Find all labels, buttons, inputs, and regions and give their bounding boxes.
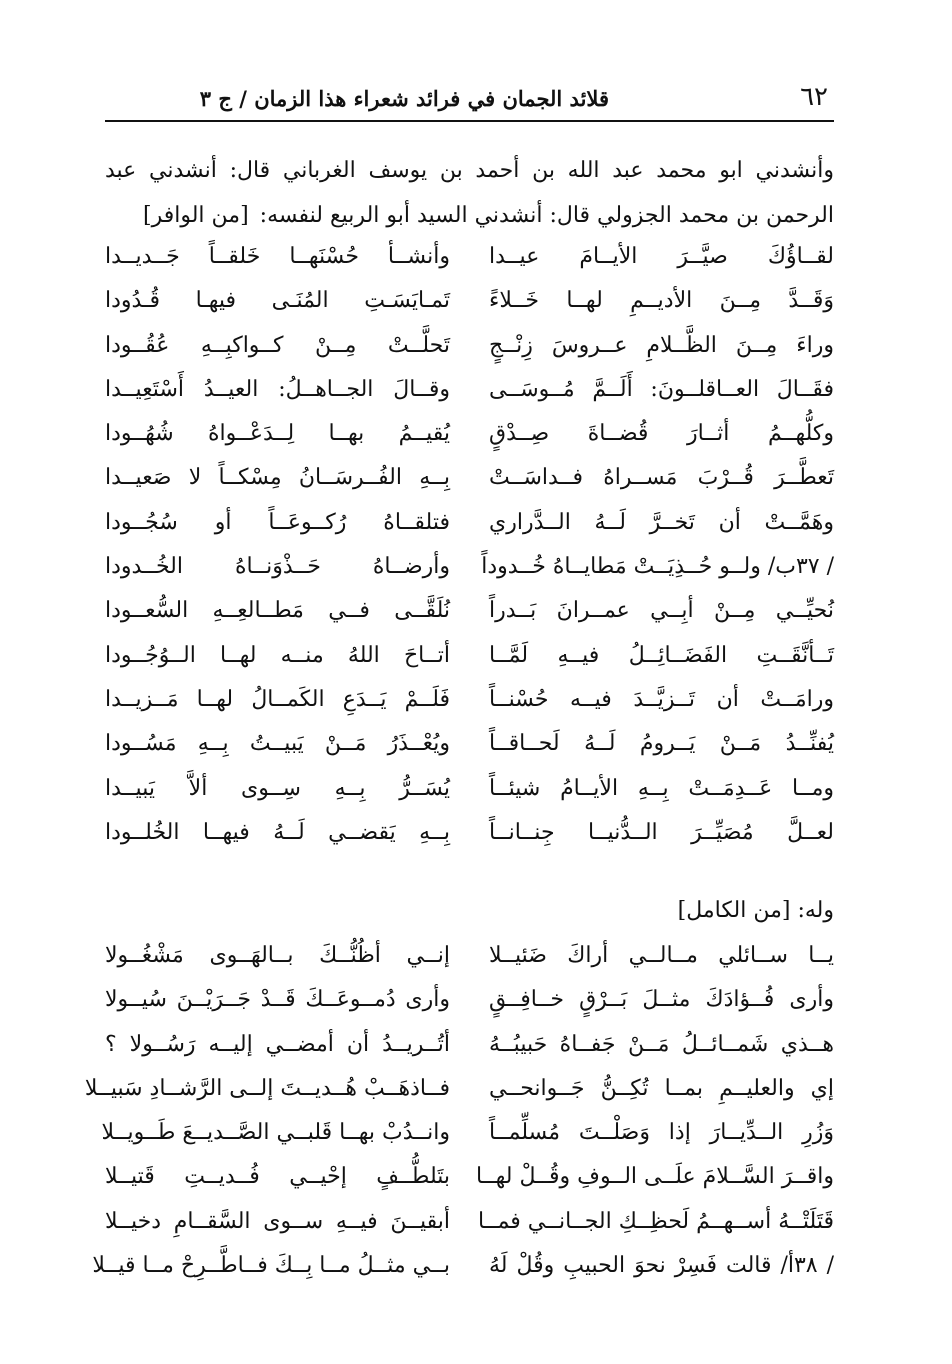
- intro-line-2-text: الرحمن بن محمد الجزولي قال: أنشدني السيد أبو الربيع لنفسه:: [259, 203, 834, 228]
- verse-second-hemistich: أتــاحَ اللهُ منــه لهــا الــوُجُــودا: [105, 642, 450, 668]
- verse: [84, 1075, 834, 1120]
- verse: [92, 1253, 834, 1297]
- poem-kamil: [84, 943, 834, 1297]
- page-header: [105, 78, 834, 122]
- verse-first-hemistich: / ٣٧ب/ ولــو حُــذِيَــتْ مَطايــاهُ خُــدوداً: [481, 554, 834, 580]
- verse-second-hemistich: نُلَقَّــى فــي مَطــالعِــهِ السُّعــودا: [105, 598, 450, 624]
- verse-first-hemistich: وكلُّهــمُ أثــارَ قُضــاةَ صِــدْقٍ: [489, 421, 834, 447]
- verse: [105, 333, 834, 377]
- verse: [105, 598, 834, 642]
- verse-first-hemistich: فقَــالَ العــاقلــونَ: أَلَــمَّ مُــوسَــى: [489, 376, 834, 402]
- verse: [105, 1164, 834, 1208]
- verse-first-hemistich: واقــرَ السَّــلامَ علَــى الــوفِ وقُــلْ لهــا: [476, 1164, 834, 1190]
- verse: [105, 776, 834, 820]
- verse-second-hemistich: فَلَــمْ يَــدَعِ الكَمــالُ لهــا مَــزيــدا: [105, 686, 450, 712]
- verse-second-hemistich: فتلقــاهُ رُكــوعَــاً أو سُجُــودا: [105, 509, 450, 535]
- verse: [101, 1120, 834, 1164]
- verse-second-hemistich: أتُــريــدُ أن أمضــي إليــه رَسُــولا ؟: [105, 1031, 450, 1057]
- verse: [105, 554, 834, 598]
- verse-first-hemistich: نُحيِّــي مِــنْ أبِــي عمــرانَ بَــدراً: [489, 598, 834, 624]
- verse-first-hemistich: لقــاؤُكَ صيَّــرَ الأيــامَ عيــدا: [489, 244, 834, 269]
- intro-line-2: [105, 203, 834, 228]
- verse: [105, 421, 834, 465]
- verse-first-hemistich: تَعطَّــرَ قُــرْبَ مَســراهُ فــداسَــتْ: [489, 465, 834, 491]
- verse-second-hemistich: يُقيــمُ بهــا لِــدَعْــواهُ شُهُــودا: [105, 421, 450, 447]
- verse-first-hemistich: إي والعليــمِ بمــا تُكِــنُّ جَــوانحــي: [489, 1075, 834, 1101]
- verse: [105, 377, 834, 421]
- verse-first-hemistich: وَزُرِ الــدِّيــارَ إذا وَصَلْــتَ مُسلِّمــاً: [489, 1120, 834, 1146]
- verse-first-hemistich: تَــأنَّقَــتِ الفَضَــائِــلُ فيــهِ لَمَّــا: [489, 642, 834, 668]
- poem-wafir: [105, 244, 834, 864]
- verse: [105, 465, 834, 509]
- verse: [105, 1032, 834, 1076]
- verse-second-hemistich: وأنشــأ حُسْنَهــا خَلقــاً جَــديــدا: [105, 244, 450, 269]
- verse-first-hemistich: وراءَ مِــنَ الظَّــلامِ عــروسَ زِنْــجٍ: [489, 332, 834, 358]
- verse: [105, 643, 834, 687]
- verse: [105, 288, 834, 332]
- verse-second-hemistich: أبقيــنَ فيــهِ ســوى السَّقــامِ دخيــلا: [105, 1208, 450, 1234]
- verse-second-hemistich: بِــهِ يَقضــي لَــهُ فيهــا الخُلــودا: [105, 819, 450, 845]
- verse-first-hemistich: / ٣٨أ/ قالت فَسِرْ نحوَ الحبيبِ وقُلْ لَهُ: [489, 1253, 834, 1279]
- verse-first-hemistich: وَقَــدَّ مِــنَ الأديــمِ لهــا خَــلاءً: [489, 288, 834, 314]
- verse: [105, 731, 834, 775]
- verse-first-hemistich: لعــلَّ مُصَيِّــرَ الــدُّنيــا جِنــانــاً: [489, 819, 834, 845]
- verse-first-hemistich: هــذي شَمــائــلُ مَــنْ جَفــاهُ حَبيبُــهُ: [489, 1031, 834, 1057]
- verse-second-hemistich: تَمـايَسَـتِ المُنَـى فيهـا قُـدُودا: [105, 288, 450, 314]
- meter-label: [من الوافر]: [143, 203, 249, 228]
- verse-second-hemistich: إنــي أظُنُّــكَ بــالهَــوى مَشْغُــولا: [105, 943, 450, 968]
- verse-second-hemistich: وأرى دُمــوعَــكَ قَــدْ جَــرَيْــنَ سُيــولا: [105, 987, 450, 1013]
- verse: [105, 820, 834, 864]
- verse-second-hemistich: يُسَــرُّ بِــهِ سِــوى ألاَّ يَبيــدا: [105, 775, 450, 801]
- verse: [105, 510, 834, 554]
- verse: [105, 987, 834, 1031]
- verse-first-hemistich: وأرى فُــؤادَكَ مثــلَ بَــرْقٍ خــافِــقٍ: [489, 987, 834, 1013]
- verse: [105, 687, 834, 731]
- verse-second-hemistich: فــاذهَــبْ هُــديــتَ إلــى الرَّشــادِ سَبيــلا: [84, 1075, 450, 1101]
- running-title: قلائد الجمان في فرائد شعراء هذا الزمان / ج ٣: [199, 86, 609, 111]
- verse-second-hemistich: بتَلطُّــفٍ إحْيــي فُــديــتِ قَتيــلا: [105, 1164, 450, 1190]
- verse-first-hemistich: يُفنِّــدُ مَــنْ يَــرومُ لَــهُ لَحــاقــاً: [489, 731, 834, 757]
- verse-second-hemistich: تَحلَّــتْ مِــنْ كــواكبِــهِ عُقُــودا: [105, 332, 450, 358]
- verse: [105, 244, 834, 288]
- page-number: ٦٢: [800, 82, 828, 112]
- verse-second-hemistich: وأرضــاهُ حَــذْوَنــاهُ الخُــدودا: [105, 554, 450, 580]
- verse-first-hemistich: وهَمَّــتْ أن تَخــرَّ لَــهُ الــدَّراري: [489, 509, 834, 535]
- verse-first-hemistich: قَتَلَتْــهُ أســهــمُ لَحظِــكِ الجــانــي فمــا: [477, 1208, 834, 1234]
- verse-second-hemistich: وانــدُبْ بهــا قَلبــي الصَّــديــعَ طَــويــلا: [101, 1120, 450, 1146]
- poem-note: وله: [من الكامل]: [677, 898, 834, 923]
- verse-first-hemistich: ورامَــتْ أن تَــزيَّــدَ فيــه حُسْنــاً: [489, 686, 834, 712]
- verse-second-hemistich: بــي مثــلُ مــا بِــكَ فــاطَّــرِحْ مــا قيــلا: [92, 1253, 450, 1279]
- verse-second-hemistich: بِــهِ الفُــرسَــانُ مِسْكــاً لا صَعيــدا: [105, 465, 450, 491]
- verse: [105, 1209, 834, 1253]
- intro-line-1: وأنشدني ابو محمد عبد الله بن أحمد بن يوسف الغرباني قال: أنشدني عبد: [105, 158, 834, 183]
- verse-second-hemistich: وقــالَ الجــاهــلُ: العيــدُ أَسْتَعِيــدا: [105, 376, 450, 402]
- verse: [105, 943, 834, 987]
- verse-first-hemistich: يــا ســائلي مــالــي أراكَ ضَئيــلا: [489, 943, 834, 968]
- verse-second-hemistich: ويُعْــذَرُ مَــنْ يَبيــتُ بِــهِ مَسُــودا: [105, 731, 450, 757]
- verse-first-hemistich: ومــا عَــدِمَــتْ بِــهِ الأيــامُ شيئــاً: [489, 775, 834, 801]
